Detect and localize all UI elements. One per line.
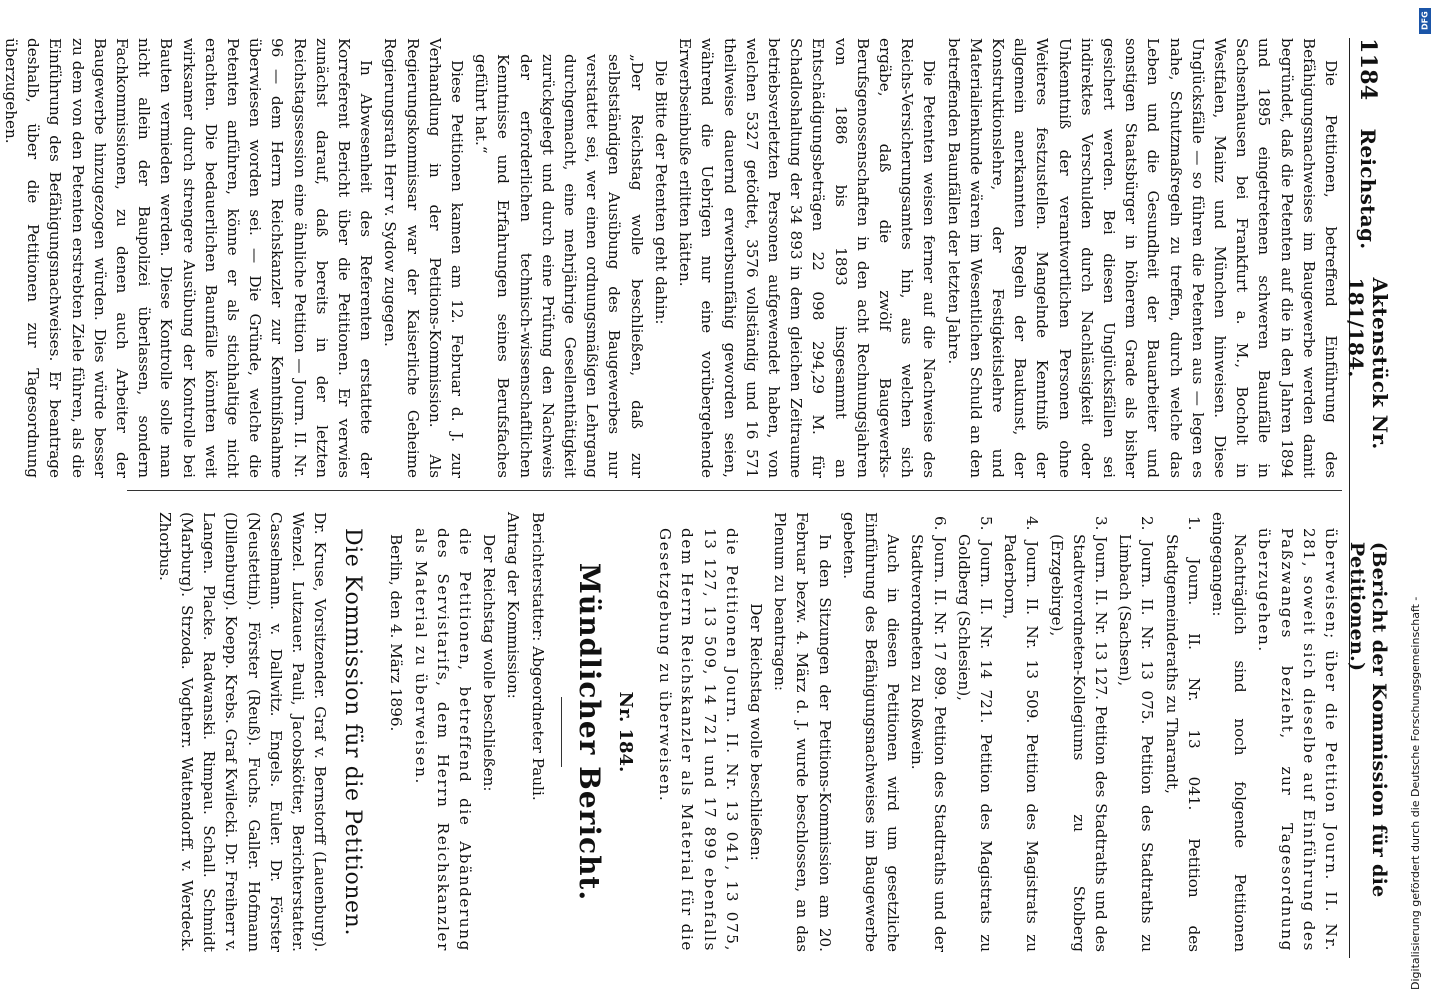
paragraph: Auch in diesen Petitionen wird um gesetzliche Einführung des Befähigungsnachweises im Baugewerbe gebeten.: [839, 512, 903, 952]
commission-title: Die Kommission für die Petitionen.: [340, 527, 366, 937]
credit-text: Digitalisierung gefördert durch die Deutsche Forschungsgemeinschaft -: [1408, 596, 1422, 990]
motion-intro: Der Reichstag wolle beschließen:: [746, 603, 765, 861]
petition-request: „Der Reichstag wolle beschließen, daß zur selbstständigen Ausübung des Baugewerbes nur verstattet sei, wer einen ordnungsmäßigen Lehrgang durchgemacht, eine mehrjährige Gesellenthätigkeit zurückgelegt und durch eine Prüfung den Nachweis der erforderlichen technisch-wissenschaftlichen Kenntnisse und Erfahrungen seines Berufsfaches geführt hat.“: [472, 54, 646, 478]
paragraph: Die Petitionen, betreffend Einführung des Befähigungsnachweises im Baugewerbe werden damit begründet, daß die Petenten auf die in den Jahren 1894 und 1895 eingetretenen schweren Baunfälle in Sachsenhausen bei Frankfurt a. M., Bocholt in Westfalen, Mainz und München hinweisen. Diese Unglücksfälle — so führen die Petenten aus — legen es nahe, Schutzmaßregeln zu treffen, durch welche das Leben und die Gesundheit der Bauarbeiter und sonstigen Staatsbürger in höherem Grade als bisher gesichert werden. Bei diesen Unglücksfällen sei indirektes Verschulden durch Nachlässigkeit oder Unkenntniß der verantwortlichen Personen ohne Weiteres festzustellen. Mangelnde Kenntniß der allgemein anerkannten Regeln der Baukunst, der Konstruktionslehre, der Festigkeitslehre und Materialienkunde wären im Wesentlichen Schuld an den betreffenden Baunfällen der letzten Jahre.: [944, 38, 1340, 478]
date-line: Berlin, den 4. März 1896.: [387, 534, 406, 732]
member-list: Dr. Kruse, Vorsitzender. Graf v. Bernstorff (Lauenburg). Wenzel. Lutzauer. Pauli, Jacobskötter, Berichterstatter. Casselmann. v. Dallwitz. Engels. Euler. Dr. Förster (Neustettin). Förster (Reuß). Fuchs. Galler. Hofmann (Dillenburg). Koepp. Krebs. Graf Kwilecki. Dr. Freiherr v. Langen. Placke. Radwanski. Rimpau. Schall. Schmidt (Marburg). Strzoda. Vogtherr. Wattendorff. v. Werdeck. Zhorbus.: [155, 512, 330, 952]
petition-entry: 3. Journ. II. Nr. 13 127. Petition des Stadtraths und des Stadtverordneten-Kollegiums zu Stolberg (Erzgebirge),: [1047, 516, 1110, 952]
dfg-logo: DFG: [1419, 8, 1431, 34]
rapporteur: Berichterstatter: Abgeordneter Pauli.: [528, 512, 547, 801]
page-content: [2, 0, 1400, 1000]
report-number: Nr. 184.: [614, 691, 636, 773]
petition-entry: 5. Journ. II. Nr. 14 721. Petition des Magistrats zu Goldberg (Schlesien),: [954, 516, 995, 952]
paragraph: Diese Petitionen kamen am 12. Februar d. J. zur Verhandlung in der Petitions-Kommission. Als Regierungskommissar war der Kaiserliche Geheime Regierungsrath Herr v. Sydow zugegen.: [381, 38, 467, 478]
header-document: Aktenstück Nr. 181/184.: [1344, 277, 1392, 450]
petition-entry: 1. Journ. II. Nr. 13 041. Petition des Stadtgemeinderaths zu Tharandt,: [1162, 516, 1203, 952]
application-label: Antrag der Kommission:: [504, 512, 523, 699]
paragraph: Die Bitte der Petenten geht dahin:: [651, 60, 670, 325]
digitization-sidebar: [1396, 0, 1434, 1000]
continuation-text: überweisen; über die Petition Journ. II. Nr. 281, soweit sich dieselbe auf Einführung des Paßzwanges bezieht, zur Tagesordnung überzugehen.: [1255, 528, 1340, 952]
title-rule: [561, 697, 562, 767]
paragraph: In Abwesenheit des Referenten erstattete der Korreferent Bericht über die Petitionen. Er verwies zunächst darauf, daß bereits in der letzten Reichstagssession eine ähnliche Petition — Journ. II. Nr. 96 — dem Herrn Reichskanzler zur Kenntnißnahme überwiesen worden sei. — Die Gründe, welche die Petenten anführen, könne er als stichhaltige nicht erachten. Die bedauerlichen Baunfälle könnten weit wirksamer durch strengere Ausübung der Kontrolle bei Bauten vermieden werden. Diese Kontrolle solle man nicht allein der Baupolizei überlassen, sondern Fachkommissionen, zu denen auch Arbeiter der Baugewerbe hinzugezogen würden. Dies würde besser zu dem von den Petenten erstrebten Ziele führen, als die Einführung des Befähigungsnachweises. Er beantrage deshalb, über die Petitionen zur Tagesordnung überzugehen.: [2, 38, 376, 478]
motion-text: die Petitionen Journ. II. Nr. 13 041, 13 075, 13 127, 13 509, 14 721 und 17 899 ebenfalls dem Herrn Reichskanzler als Material für die Gesetzgebung zu überweisen.: [656, 528, 741, 952]
header-body: Reichstag.: [1356, 128, 1380, 250]
petition-entry: 4. Journ. II. Nr. 13 509. Petition des Magistrats zu Paderborn,: [1001, 516, 1042, 952]
page-header: [1344, 38, 1392, 958]
paragraph: Die Petenten weisen ferner auf die Nachweise des Reichs-Versicherungsamtes hin, aus welchen sich ergäbe, daß die zwölf Baugewerks-Berufsgenossenschaften in den acht Rechnungsjahren von 1886 bis 1893 insgesammt an Entschädigungsbeträgen 22 098 294,29 M. für Schadloshaltung der 34 893 in dem gleichen Zeitraume betriebsverletzten Personen aufgewendet haben, von welchen 5327 getödtet, 3576 vollständig und 16 571 theilweise dauernd erwerbsunfähig geworden seien, während die Uebrigen nur eine vorübergehende Erwerbseinbuße erlitten hätten.: [676, 38, 939, 478]
motion-text: die Petitionen, betreffend die Abänderung des Servistarifs, dem Herrn Reichskanzler als Material zu überweisen.: [411, 528, 475, 952]
paragraph: Nachträglich sind noch folgende Petitionen eingegangen:: [1208, 512, 1250, 952]
paragraph: In den Sitzungen der Petitions-Kommission am 20. Februar bezw. 4. März d. J. wurde beschlossen, an das Plenum zu beantragen:: [771, 512, 834, 952]
petition-entry: 2. Journ. II. Nr. 13 075. Petition des Stadtraths zu Limbach (Sachsen),: [1116, 516, 1157, 952]
rotated-page: [2, 0, 1400, 1000]
petition-entry: 6. Journ. II. Nr. 17 899. Petition des Stadtraths und der Stadtverordneten zu Roßwein.: [908, 516, 949, 952]
page-number: 1184: [1355, 38, 1381, 101]
right-column: [127, 512, 1342, 952]
report-title: Mündlicher Bericht.: [572, 562, 606, 902]
column-divider: [127, 490, 1342, 491]
motion-intro: Der Reichstag wolle beschließen:: [480, 534, 499, 792]
digitization-credit: [1406, 30, 1424, 990]
left-column: [2, 38, 1342, 478]
header-section: (Bericht der Kommission für die Petitionen.): [1346, 541, 1390, 898]
